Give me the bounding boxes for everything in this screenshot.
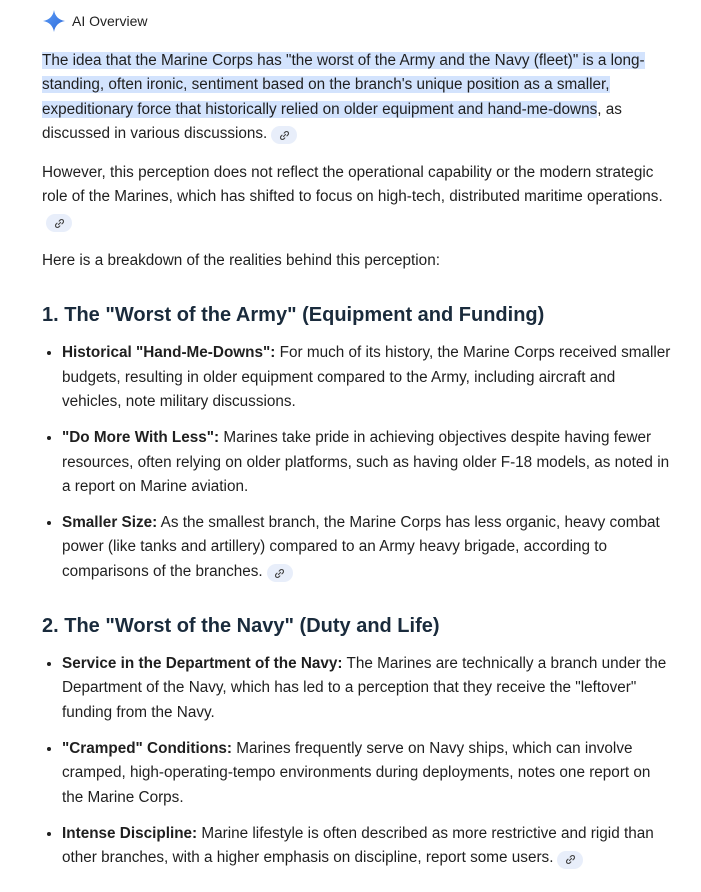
list-item xyxy=(62,821,674,871)
highlighted-text: The idea that the Marine Corps has "the worst of the Army and the Navy (fleet)" is a long-standing, often ironic, sentiment based on the branch's unique position as a smaller, expeditionary force that historically relied on older equipment and hand-me-downs xyxy=(42,52,645,118)
list-item-term: Smaller Size: xyxy=(62,514,158,532)
list-item-term: Intense Discipline: xyxy=(62,824,198,842)
body-paragraph xyxy=(42,161,674,234)
ai-overview-header xyxy=(42,9,147,33)
source-link-chip[interactable] xyxy=(267,564,293,582)
breakdown-intro: Here is a breakdown of the realities behind this perception: xyxy=(42,252,440,270)
list-item-text: Marines frequently serve on Navy ships, which can involve cramped, high-operating-tempo environments during deployments, notes one report on the Marine Corps. xyxy=(62,739,651,806)
link-icon xyxy=(54,218,65,229)
list-item-term: Historical "Hand-Me-Downs": xyxy=(62,344,276,362)
link-icon xyxy=(274,568,285,579)
section-list xyxy=(42,651,674,870)
source-link-chip[interactable] xyxy=(557,851,583,869)
list-item-term: Service in the Department of the Navy: xyxy=(62,655,343,673)
overview-content xyxy=(42,49,674,881)
list-item-text: As the smallest branch, the Marine Corps has less organic, heavy combat power (like tanks and artillery) compared to an Army heavy brigade, according to comparisons of the branches. xyxy=(62,514,660,580)
gemini-spark-icon xyxy=(42,9,66,33)
source-link-chip[interactable] xyxy=(271,126,297,144)
link-icon xyxy=(565,854,576,865)
source-link-chip[interactable] xyxy=(46,214,72,232)
section-heading: 2. The "Worst of the Navy" (Duty and Life) xyxy=(42,615,440,638)
list-item-term: "Cramped" Conditions: xyxy=(62,739,233,757)
list-item-term: "Do More With Less": xyxy=(62,429,220,447)
paragraph-text: However, this perception does not reflect the operational capability or the modern strategic role of the Marines, which has shifted to focus on high-tech, distributed maritime operations. xyxy=(42,164,663,206)
section-list xyxy=(42,340,674,584)
list-item-text: Marine lifestyle is often described as more restrictive and rigid than other branches, with a higher emphasis on discipline, report some users. xyxy=(62,824,654,867)
list-item xyxy=(62,736,674,810)
header-title: AI Overview xyxy=(72,13,148,29)
list-item-text: Marines take pride in achieving objectives despite having fewer resources, often relying on older platforms, such as having older F-18 models, as noted in a report on Marine aviation. xyxy=(62,429,670,495)
intro-paragraph xyxy=(42,49,674,146)
section-heading: 1. The "Worst of the Army" (Equipment and Funding) xyxy=(42,304,545,327)
list-item xyxy=(62,340,674,414)
list-item-text: The Marines are technically a branch under the Department of the Navy, which has led to a perception that they receive the "leftover" funding from the Navy. xyxy=(62,655,667,721)
link-icon xyxy=(279,130,290,141)
list-item xyxy=(62,510,674,584)
intro-text: , as discussed in various discussions. xyxy=(42,100,622,142)
list-item-text: For much of its history, the Marine Corps received smaller budgets, resulting in older equipment compared to the Army, including aircraft and vehicles, note military discussions. xyxy=(62,344,671,410)
list-item xyxy=(62,651,674,725)
list-item xyxy=(62,425,674,499)
